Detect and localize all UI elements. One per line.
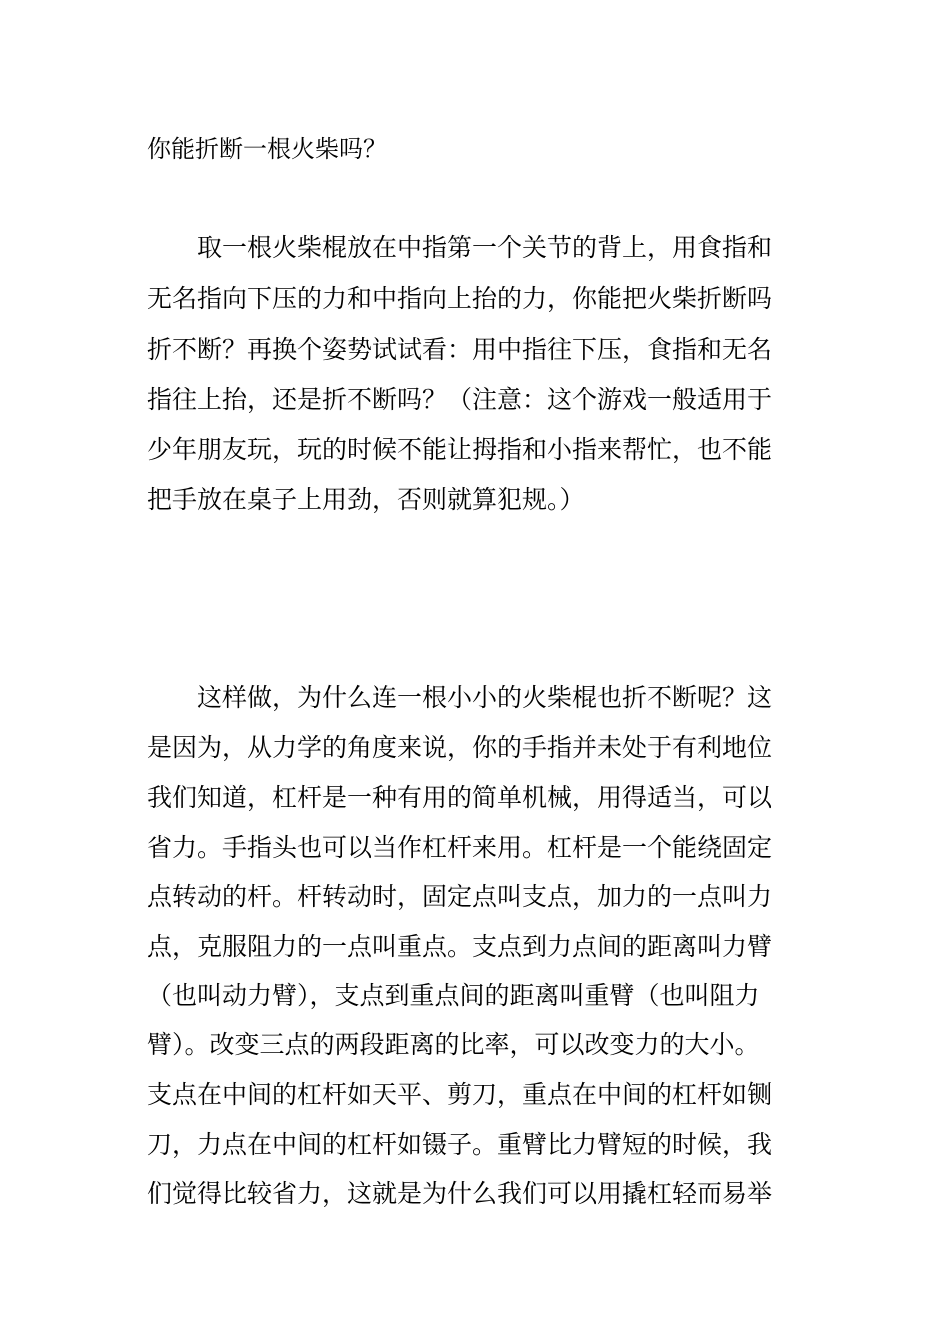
paragraph-2-line: 点，克服阻力的一点叫重点。支点到力点间的距离叫力臂 <box>147 932 773 961</box>
paragraph-2-line: 们觉得比较省力，这就是为什么我们可以用撬杠轻而易举 <box>147 1179 773 1208</box>
paragraph-1-line: 无名指向下压的力和中指向上抬的力，你能把火柴折断吗 <box>147 284 773 313</box>
paragraph-1-line: 把手放在桌子上用劲，否则就算犯规。） <box>147 485 585 514</box>
paragraph-2-line: 是因为，从力学的角度来说，你的手指并未处于有利地位 <box>147 733 773 762</box>
paragraph-2-line: （也叫动力臂），支点到重点间的距离叫重臂（也叫阻力 <box>147 981 760 1010</box>
paragraph-2-line: 省力。手指头也可以当作杠杆来用。杠杆是一个能绕固定 <box>147 833 773 862</box>
paragraph-2-line: 臂）。改变三点的两段距离的比率，可以改变力的大小。 <box>147 1030 760 1059</box>
paragraph-2-line: 我们知道，杠杆是一种有用的简单机械，用得适当，可以 <box>147 783 773 812</box>
paragraph-2-line: 点转动的杆。杆转动时，固定点叫支点，加力的一点叫力 <box>147 882 773 911</box>
paragraph-2-line: 支点在中间的杠杆如天平、剪刀，重点在中间的杠杆如铡 <box>147 1080 773 1109</box>
paragraph-2-line: 这样做，为什么连一根小小的火柴棍也折不断呢？这 <box>147 683 773 712</box>
paragraph-2-line: 刀，力点在中间的杠杆如镊子。重臂比力臂短的时候，我 <box>147 1130 773 1159</box>
paragraph-1-line: 折不断？再换个姿势试试看：用中指往下压，食指和无名 <box>147 335 773 364</box>
document-title: 你能折断一根火柴吗？ <box>147 135 387 163</box>
paragraph-1-line: 取一根火柴棍放在中指第一个关节的背上，用食指和 <box>147 233 773 262</box>
paragraph-1-line: 指往上抬，还是折不断吗？（注意：这个游戏一般适用于 <box>147 385 773 414</box>
paragraph-1-line: 少年朋友玩，玩的时候不能让拇指和小指来帮忙，也不能 <box>147 435 773 464</box>
